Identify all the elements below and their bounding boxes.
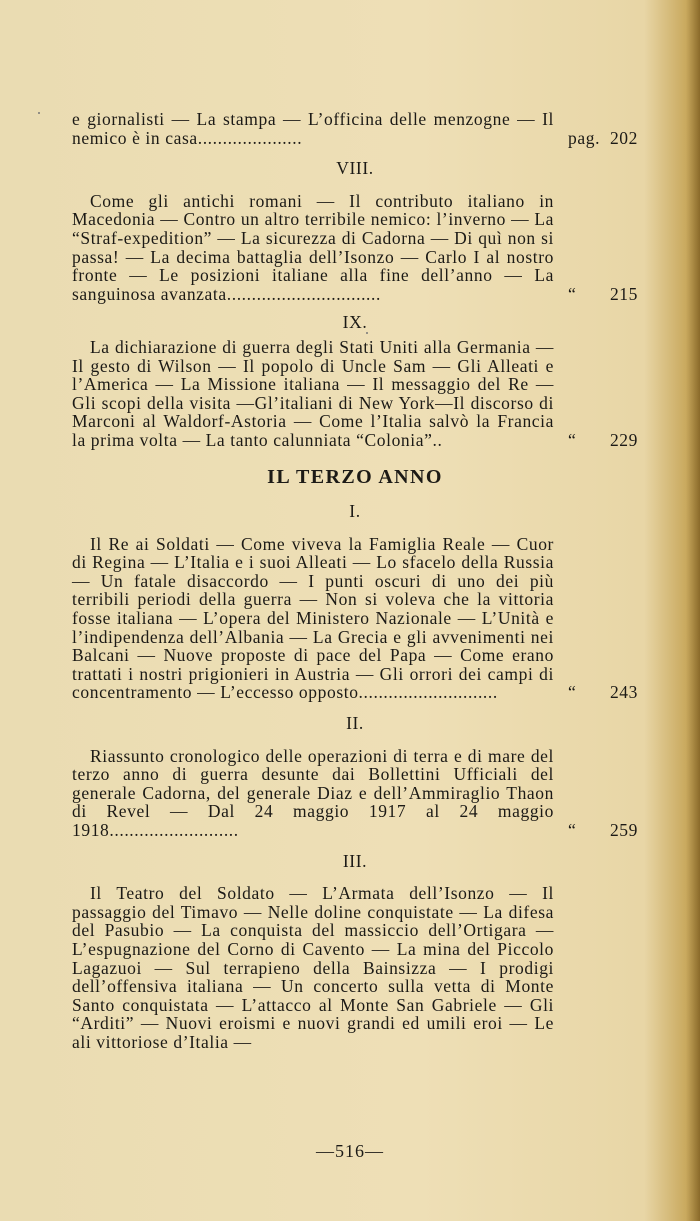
ditto-mark: “	[568, 283, 577, 304]
page-number: 259	[609, 820, 638, 840]
page-prefix: pag.	[568, 127, 601, 148]
page-number: 243	[609, 682, 638, 703]
section-heading-ii: II.	[346, 713, 364, 734]
entry-text: Il Re ai Soldati — Come viveva la Famiglia Reale — Cuor di Regina — L’Italia e i suoi Alleati — Lo sfacelo della Russia — Un fatale disaccordo — I punti oscuri di uno dei più terribili periodi della guerra — Non si voleva che la vittoria fosse italiana — L’opera del Ministero Nazionale — L’Unità e l’indipendenza dell’Albania — La Grecia e gli avvenimenti nei Balcani — Nuove proposte di pace del Papa — Come erano trattati i nostri prigionieri in Austria — Gli orrori dei campi di concentramento — L’eccesso opposto............................	[72, 533, 554, 703]
entry-text: Riassunto cronologico delle operazioni di terra e di mare del terzo anno di guerra desunte dai Bollettini Ufficiali del generale Cadorna, del generale Diaz e dell’Ammiraglio Thaon di Revel — Dal 24 maggio 1917 al 24 maggio 1918..........................	[72, 745, 554, 840]
toc-entry-i	[72, 535, 638, 702]
section-heading-ix: IX.	[342, 312, 368, 333]
toc-entry-viii	[72, 192, 638, 304]
page-reference	[554, 821, 638, 840]
ditto-mark: “	[568, 429, 577, 450]
page-number: 229	[609, 429, 638, 450]
paper-speck	[38, 112, 40, 114]
page-reference	[554, 683, 638, 702]
toc-entry-ix	[72, 338, 638, 450]
entry-text: e giornalisti — La stampa — L’officina delle menzogne — Il nemico è in casa.....................	[72, 109, 554, 148]
page-number: 215	[609, 283, 638, 304]
toc-entry-intro	[72, 110, 638, 147]
toc-entry-iii	[72, 884, 638, 1051]
entry-text: La dichiarazione di guerra degli Stati Uniti alla Germania — Il gesto di Wilson — Il popolo di Uncle Sam — Gli Alleati e l’America — La Missione italiana — Il messaggio del Re — Gli scopi della visita —Gl’italiani di New York—Il discorso di Marconi al Waldorf-Astoria — Come l’Italia salvò la Francia la prima volta — La tanto calunniata “Colonia”..	[72, 336, 554, 450]
section-heading-viii: VIII.	[336, 158, 374, 179]
page-footer-number: —516—	[316, 1141, 384, 1161]
toc-entry-ii	[72, 747, 638, 840]
ditto-mark: “	[568, 820, 577, 840]
page-number: 202	[609, 127, 638, 148]
page-reference	[554, 431, 638, 450]
section-heading-i: I.	[349, 501, 361, 522]
page-reference	[554, 129, 638, 148]
entry-text: Come gli antichi romani — Il contributo italiano in Macedonia — Contro un altro terribile nemico: l’inverno — La “Straf-expedition” — La sicurezza di Cadorna — Di quì non si passa! — La decima battaglia dell’Isonzo — Carlo I al nostro fronte — Le posizioni italiane alla fine dell’anno — La sanguinosa avanzata...............................	[72, 190, 554, 304]
ditto-mark: “	[568, 682, 577, 703]
entry-text: Il Teatro del Soldato — L’Armata dell’Isonzo — Il passaggio del Timavo — Nelle doline conquistate — La difesa del Pasubio — La conquista del massiccio dell’Ortigara — L’espugnazione del Corno di Cavento — La mina del Piccolo Lagazuoi — Sul terrapieno della Bainsizza — I prodigi dell’offensiva italiana — Un concerto sulla vetta di Monte Santo conquistata — L’attacco al Monte San Gabriele — Gli “Arditi” — Nuovi eroismi e nuovi grandi ed umili eroi — Le ali vittoriose d’Italia —	[72, 883, 554, 1052]
part-title: IL TERZO ANNO	[267, 465, 443, 488]
table-of-contents	[72, 110, 638, 1052]
section-heading-iii: III.	[342, 850, 368, 871]
page-reference	[554, 285, 638, 304]
